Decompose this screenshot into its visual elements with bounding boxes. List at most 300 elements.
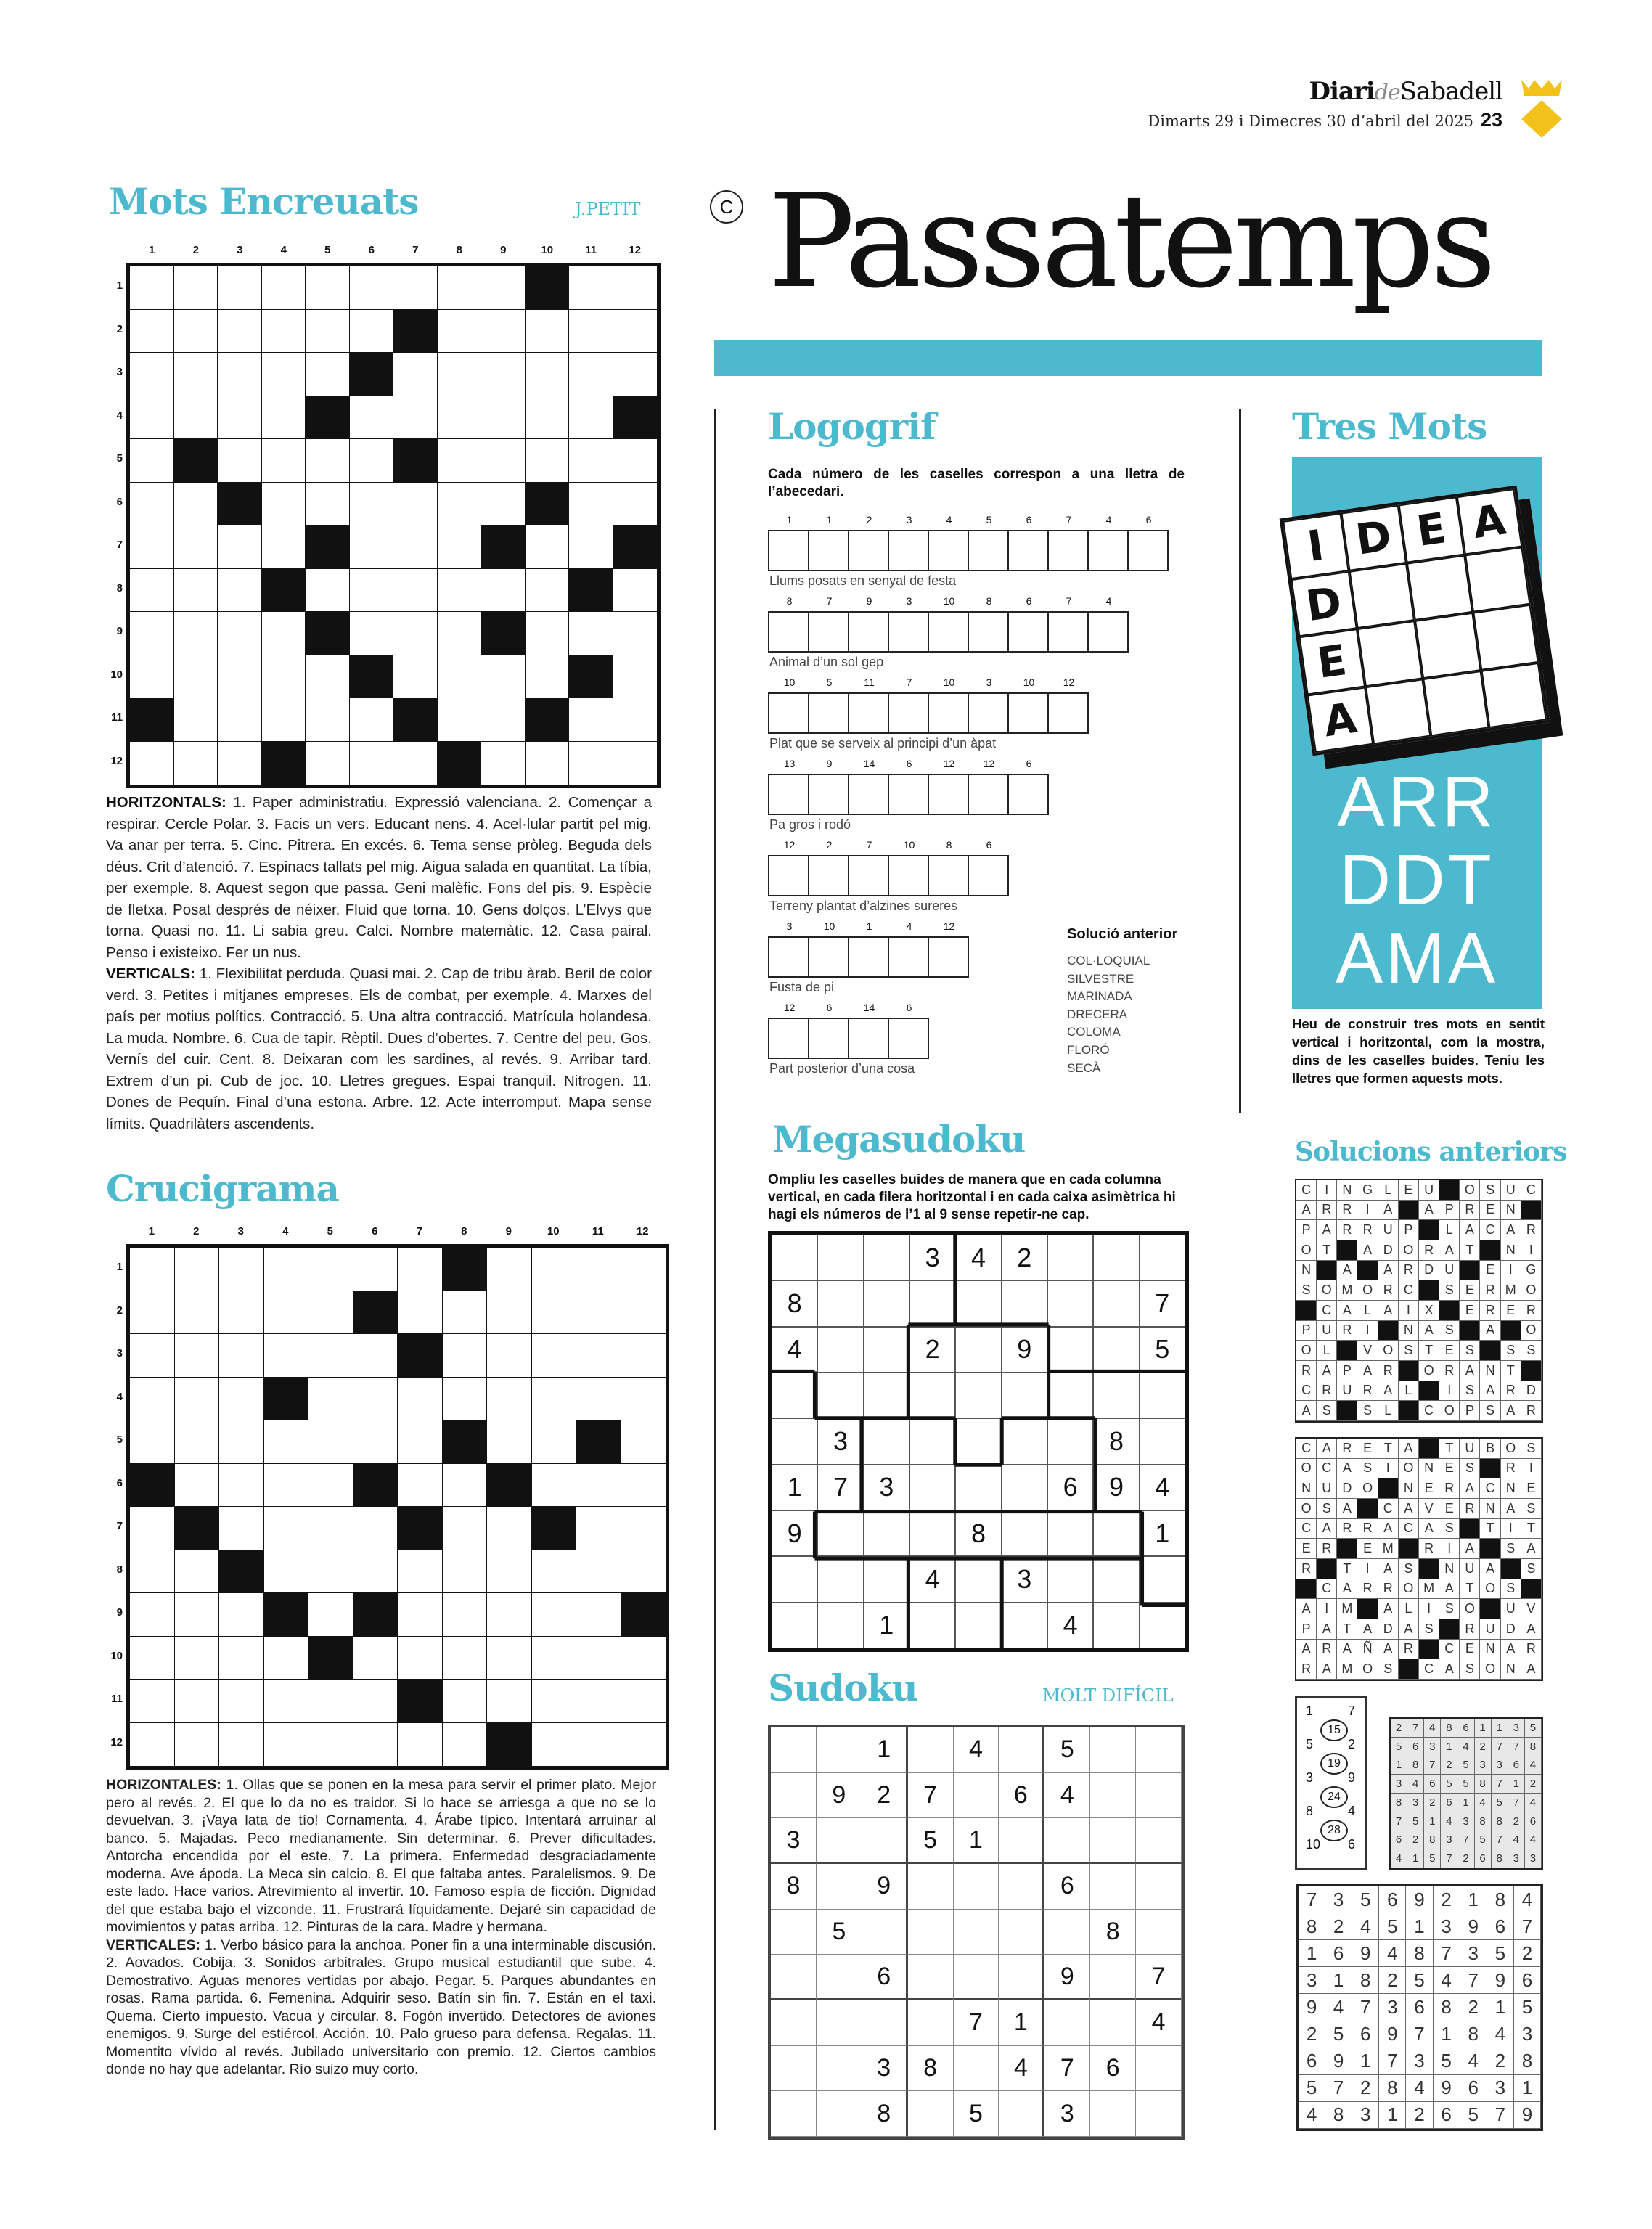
megasudoku-cell[interactable] [1093,1327,1139,1373]
megasudoku-cell[interactable] [955,1556,1001,1602]
mots-cell[interactable] [438,483,482,526]
mots-cell[interactable] [306,698,350,742]
cruci-cell[interactable] [621,1550,666,1594]
mots-cell[interactable] [438,569,482,613]
cruci-cell[interactable] [308,1723,353,1767]
cruci-cell[interactable] [130,1550,175,1594]
mots-cell[interactable] [174,569,218,613]
logogrif-box[interactable] [1047,692,1089,734]
mots-cell[interactable] [350,525,394,569]
megasudoku-cell[interactable] [1093,1556,1139,1602]
megasudoku-cell[interactable] [864,1373,909,1418]
megasudoku-cell[interactable] [1093,1280,1139,1326]
cruci-cell[interactable] [576,1378,621,1421]
megasudoku-cell[interactable] [1093,1603,1139,1648]
mots-cell[interactable] [218,266,262,310]
mots-cell[interactable] [569,742,613,785]
logogrif-box[interactable] [848,855,889,896]
megasudoku-cell[interactable] [1002,1465,1047,1510]
cruci-cell[interactable] [621,1291,666,1335]
megasudoku-cell[interactable] [864,1418,909,1464]
sudoku-cell[interactable] [1090,1955,1136,2000]
cruci-cell[interactable] [532,1334,577,1378]
cruci-cell[interactable] [443,1550,488,1594]
logogrif-box[interactable] [888,855,929,896]
mots-cell[interactable] [569,525,613,569]
logogrif-box[interactable] [928,530,969,571]
mots-cell[interactable] [393,483,438,526]
cruci-cell[interactable] [308,1464,353,1508]
sudoku-cell[interactable] [999,1864,1044,1910]
sudoku-cell[interactable] [1136,1727,1182,1773]
mots-cell[interactable] [218,396,262,440]
sudoku-cell[interactable] [999,1818,1044,1864]
cruci-cell[interactable] [398,1378,443,1421]
mots-cell[interactable] [174,266,218,310]
megasudoku-cell[interactable] [817,1556,863,1602]
sudoku-cell[interactable] [1090,2000,1136,2046]
cruci-cell[interactable] [264,1248,309,1291]
megasudoku-cell[interactable] [955,1280,1001,1326]
cruci-cell[interactable] [532,1550,577,1594]
sudoku-cell[interactable] [817,1864,862,1910]
mots-grid[interactable] [126,263,661,788]
cruci-cell[interactable] [353,1637,398,1680]
logogrif-box[interactable] [1007,692,1049,734]
logogrif-box[interactable] [808,855,849,896]
mots-cell[interactable] [130,612,174,655]
sudoku-cell[interactable] [1136,1818,1182,1864]
sudoku-cell[interactable] [771,2046,817,2092]
logogrif-box[interactable] [928,774,969,815]
mots-cell[interactable] [262,483,306,526]
mots-cell[interactable] [262,525,306,569]
cruci-cell[interactable] [175,1420,220,1464]
mots-cell[interactable] [613,439,658,483]
sudoku-cell[interactable] [771,2091,817,2137]
mots-cell[interactable] [613,655,658,699]
megasudoku-cell[interactable] [1140,1556,1185,1602]
megasudoku-cell[interactable] [864,1280,909,1326]
logogrif-box[interactable] [928,611,969,653]
mots-cell[interactable] [393,266,438,310]
mots-cell[interactable] [350,396,394,440]
mots-cell[interactable] [613,569,658,613]
mots-cell[interactable] [481,310,526,353]
cruci-cell[interactable] [443,1334,488,1378]
mots-cell[interactable] [174,742,218,785]
cruci-cell[interactable] [175,1291,220,1335]
sudoku-cell[interactable] [771,2000,817,2046]
cruci-cell[interactable] [264,1291,309,1335]
cruci-cell[interactable] [443,1593,488,1637]
cruci-cell[interactable] [175,1680,220,1723]
logogrif-box[interactable] [768,692,809,734]
megasudoku-cell[interactable] [909,1510,955,1556]
logogrif-box[interactable] [768,774,809,815]
logogrif-box[interactable] [1007,530,1049,571]
megasudoku-cell[interactable] [909,1465,955,1510]
cruci-cell[interactable] [487,1334,532,1378]
logogrif-box[interactable] [1087,530,1129,571]
mots-cell[interactable] [393,655,438,699]
cruci-cell[interactable] [219,1464,264,1508]
mots-cell[interactable] [262,396,306,440]
mots-cell[interactable] [613,612,658,655]
cruci-cell[interactable] [443,1291,488,1335]
logogrif-box[interactable] [968,611,1009,653]
mots-cell[interactable] [526,569,570,613]
cruci-cell[interactable] [353,1680,398,1723]
mots-cell[interactable] [262,353,306,396]
mots-cell[interactable] [306,655,350,699]
sudoku-cell[interactable] [999,2091,1044,2137]
mots-cell[interactable] [130,569,174,613]
mots-cell[interactable] [218,525,262,569]
cruci-cell[interactable] [175,1334,220,1378]
cruci-cell[interactable] [443,1378,488,1421]
cruci-cell[interactable] [130,1291,175,1335]
cruci-cell[interactable] [130,1680,175,1723]
logogrif-box[interactable] [1007,774,1049,815]
mots-cell[interactable] [481,742,526,785]
cruci-cell[interactable] [175,1723,220,1767]
logogrif-box[interactable] [1047,530,1089,571]
logogrif-box[interactable] [848,774,889,815]
mots-cell[interactable] [526,310,570,353]
mots-cell[interactable] [526,742,570,785]
mots-cell[interactable] [481,439,526,483]
logogrif-box[interactable] [1047,611,1089,653]
cruci-cell[interactable] [621,1334,666,1378]
mots-cell[interactable] [613,698,658,742]
mots-cell[interactable] [438,396,482,440]
cruci-cell[interactable] [130,1378,175,1421]
megasudoku-cell[interactable] [1047,1280,1093,1326]
cruci-cell[interactable] [398,1464,443,1508]
mots-cell[interactable] [613,310,658,353]
cruci-cell[interactable] [264,1550,309,1594]
megasudoku-cell[interactable] [817,1603,863,1648]
logogrif-box[interactable] [808,692,849,734]
sudoku-cell[interactable] [817,2000,862,2046]
megasudoku-cell[interactable] [955,1465,1001,1510]
cruci-cell[interactable] [621,1378,666,1421]
megasudoku-cell[interactable] [817,1235,863,1280]
cruci-cell[interactable] [353,1723,398,1767]
cruci-cell[interactable] [353,1248,398,1291]
mots-cell[interactable] [262,266,306,310]
mots-cell[interactable] [613,266,658,310]
cruci-cell[interactable] [308,1291,353,1335]
mots-cell[interactable] [174,353,218,396]
megasudoku-cell[interactable] [1093,1235,1139,1280]
logogrif-box[interactable] [768,530,809,571]
mots-cell[interactable] [569,396,613,440]
sudoku-cell[interactable] [817,2091,862,2137]
logogrif-box[interactable] [848,936,889,978]
sudoku-cell[interactable] [1136,2046,1182,2092]
cruci-cell[interactable] [621,1637,666,1680]
mots-cell[interactable] [481,569,526,613]
mots-cell[interactable] [174,483,218,526]
mots-cell[interactable] [218,310,262,353]
mots-cell[interactable] [218,439,262,483]
cruci-cell[interactable] [621,1680,666,1723]
sudoku-cell[interactable] [1044,2000,1090,2046]
cruci-cell[interactable] [487,1291,532,1335]
cruci-cell[interactable] [219,1723,264,1767]
megasudoku-cell[interactable] [1002,1418,1047,1464]
megasudoku-cell[interactable] [1140,1418,1185,1464]
mots-cell[interactable] [306,742,350,785]
cruci-cell[interactable] [443,1680,488,1723]
mots-cell[interactable] [350,698,394,742]
megasudoku-cell[interactable] [955,1603,1001,1648]
mots-cell[interactable] [526,655,570,699]
cruci-cell[interactable] [532,1248,577,1291]
mots-cell[interactable] [174,698,218,742]
cruci-cell[interactable] [487,1420,532,1464]
sudoku-cell[interactable] [908,1910,954,1955]
cruci-cell[interactable] [175,1248,220,1291]
mots-cell[interactable] [569,483,613,526]
mots-cell[interactable] [306,266,350,310]
mots-cell[interactable] [262,655,306,699]
megasudoku-cell[interactable] [955,1418,1001,1464]
mots-cell[interactable] [438,655,482,699]
mots-cell[interactable] [130,266,174,310]
sudoku-cell[interactable] [999,1955,1044,2000]
megasudoku-cell[interactable] [1047,1510,1093,1556]
logogrif-box[interactable] [888,774,929,815]
mots-cell[interactable] [526,612,570,655]
megasudoku-cell[interactable] [1002,1373,1047,1418]
megasudoku-cell[interactable] [1047,1327,1093,1373]
cruci-grid[interactable] [126,1244,669,1770]
megasudoku-cell[interactable] [1140,1373,1185,1418]
cruci-cell[interactable] [264,1637,309,1680]
cruci-cell[interactable] [264,1507,309,1550]
megasudoku-cell[interactable] [772,1418,817,1464]
mots-cell[interactable] [393,612,438,655]
cruci-cell[interactable] [398,1550,443,1594]
cruci-cell[interactable] [621,1248,666,1291]
mots-cell[interactable] [130,483,174,526]
cruci-cell[interactable] [308,1420,353,1464]
mots-cell[interactable] [218,742,262,785]
cruci-cell[interactable] [621,1507,666,1550]
cruci-cell[interactable] [353,1378,398,1421]
logogrif-box[interactable] [808,530,849,571]
mots-cell[interactable] [569,698,613,742]
logogrif-box[interactable] [888,1018,929,1059]
logogrif-box[interactable] [888,611,929,653]
megasudoku-grid[interactable] [768,1231,1189,1652]
mots-cell[interactable] [350,569,394,613]
cruci-cell[interactable] [219,1507,264,1550]
mots-cell[interactable] [218,569,262,613]
mots-cell[interactable] [393,525,438,569]
mots-cell[interactable] [350,742,394,785]
mots-cell[interactable] [174,612,218,655]
mots-cell[interactable] [613,742,658,785]
mots-cell[interactable] [350,266,394,310]
mots-cell[interactable] [130,396,174,440]
cruci-cell[interactable] [443,1637,488,1680]
cruci-cell[interactable] [130,1420,175,1464]
cruci-cell[interactable] [353,1334,398,1378]
sudoku-cell[interactable] [1090,1818,1136,1864]
mots-cell[interactable] [262,612,306,655]
logogrif-box[interactable] [808,611,849,653]
cruci-cell[interactable] [576,1723,621,1767]
cruci-cell[interactable] [576,1680,621,1723]
mots-cell[interactable] [569,310,613,353]
megasudoku-cell[interactable] [1093,1373,1139,1418]
megasudoku-cell[interactable] [1002,1603,1047,1648]
mots-cell[interactable] [262,439,306,483]
megasudoku-cell[interactable] [1047,1418,1093,1464]
sudoku-cell[interactable] [817,1727,862,1773]
cruci-cell[interactable] [308,1550,353,1594]
cruci-cell[interactable] [398,1248,443,1291]
sudoku-cell[interactable] [954,1910,999,1955]
megasudoku-cell[interactable] [817,1280,863,1326]
cruci-cell[interactable] [308,1248,353,1291]
cruci-cell[interactable] [130,1723,175,1767]
megasudoku-cell[interactable] [772,1235,817,1280]
logogrif-box[interactable] [768,855,809,896]
cruci-cell[interactable] [175,1593,220,1637]
sudoku-cell[interactable] [771,1955,817,2000]
sudoku-cell[interactable] [908,1955,954,2000]
megasudoku-cell[interactable] [772,1373,817,1418]
logogrif-box[interactable] [888,692,929,734]
mots-cell[interactable] [218,698,262,742]
cruci-cell[interactable] [175,1378,220,1421]
sudoku-cell[interactable] [1136,2091,1182,2137]
logogrif-box[interactable] [768,936,809,978]
mots-cell[interactable] [613,353,658,396]
logogrif-box[interactable] [968,530,1009,571]
sudoku-cell[interactable] [817,1818,862,1864]
logogrif-box[interactable] [808,774,849,815]
logogrif-box[interactable] [808,1018,849,1059]
mots-cell[interactable] [438,439,482,483]
sudoku-cell[interactable] [817,2046,862,2092]
cruci-cell[interactable] [175,1550,220,1594]
sudoku-cell[interactable] [771,1727,817,1773]
cruci-cell[interactable] [487,1378,532,1421]
sudoku-cell[interactable] [862,1910,908,1955]
mots-cell[interactable] [218,655,262,699]
sudoku-grid[interactable] [768,1725,1185,2140]
megasudoku-cell[interactable] [909,1603,955,1648]
mots-cell[interactable] [130,742,174,785]
mots-cell[interactable] [393,742,438,785]
logogrif-box[interactable] [888,530,929,571]
cruci-cell[interactable] [532,1723,577,1767]
cruci-cell[interactable] [576,1550,621,1594]
mots-cell[interactable] [350,310,394,353]
sudoku-cell[interactable] [862,1818,908,1864]
logogrif-box[interactable] [768,611,809,653]
cruci-cell[interactable] [621,1420,666,1464]
cruci-cell[interactable] [576,1593,621,1637]
mots-cell[interactable] [262,310,306,353]
megasudoku-cell[interactable] [772,1556,817,1602]
cruci-cell[interactable] [264,1334,309,1378]
logogrif-box[interactable] [928,692,969,734]
mots-cell[interactable] [350,483,394,526]
mots-cell[interactable] [350,439,394,483]
sudoku-cell[interactable] [1136,1864,1182,1910]
mots-cell[interactable] [393,569,438,613]
cruci-cell[interactable] [175,1464,220,1508]
megasudoku-cell[interactable] [864,1327,909,1373]
logogrif-box[interactable] [848,611,889,653]
cruci-cell[interactable] [308,1593,353,1637]
cruci-cell[interactable] [532,1593,577,1637]
mots-cell[interactable] [438,525,482,569]
cruci-cell[interactable] [175,1637,220,1680]
mots-cell[interactable] [130,525,174,569]
cruci-cell[interactable] [398,1723,443,1767]
cruci-cell[interactable] [353,1550,398,1594]
mots-cell[interactable] [481,698,526,742]
logogrif-box[interactable] [848,1018,889,1059]
cruci-cell[interactable] [398,1420,443,1464]
mots-cell[interactable] [438,266,482,310]
mots-cell[interactable] [438,353,482,396]
cruci-cell[interactable] [532,1291,577,1335]
mots-cell[interactable] [306,569,350,613]
mots-cell[interactable] [306,483,350,526]
cruci-cell[interactable] [308,1507,353,1550]
cruci-cell[interactable] [308,1334,353,1378]
mots-cell[interactable] [481,483,526,526]
cruci-cell[interactable] [130,1334,175,1378]
mots-cell[interactable] [130,439,174,483]
mots-cell[interactable] [130,353,174,396]
megasudoku-cell[interactable] [909,1280,955,1326]
cruci-cell[interactable] [576,1464,621,1508]
mots-cell[interactable] [569,439,613,483]
logogrif-box[interactable] [928,936,969,978]
mots-cell[interactable] [526,525,570,569]
cruci-cell[interactable] [576,1248,621,1291]
megasudoku-cell[interactable] [864,1556,909,1602]
cruci-cell[interactable] [487,1550,532,1594]
sudoku-cell[interactable] [1044,1818,1090,1864]
cruci-cell[interactable] [219,1637,264,1680]
megasudoku-cell[interactable] [864,1510,909,1556]
mots-cell[interactable] [526,396,570,440]
mots-cell[interactable] [438,612,482,655]
megasudoku-cell[interactable] [909,1373,955,1418]
cruci-cell[interactable] [443,1723,488,1767]
sudoku-cell[interactable] [1090,1773,1136,1819]
cruci-cell[interactable] [219,1680,264,1723]
cruci-cell[interactable] [219,1378,264,1421]
logogrif-box[interactable] [968,855,1009,896]
cruci-cell[interactable] [621,1464,666,1508]
cruci-cell[interactable] [130,1507,175,1550]
cruci-cell[interactable] [621,1723,666,1767]
megasudoku-cell[interactable] [817,1327,863,1373]
sudoku-cell[interactable] [999,1727,1044,1773]
